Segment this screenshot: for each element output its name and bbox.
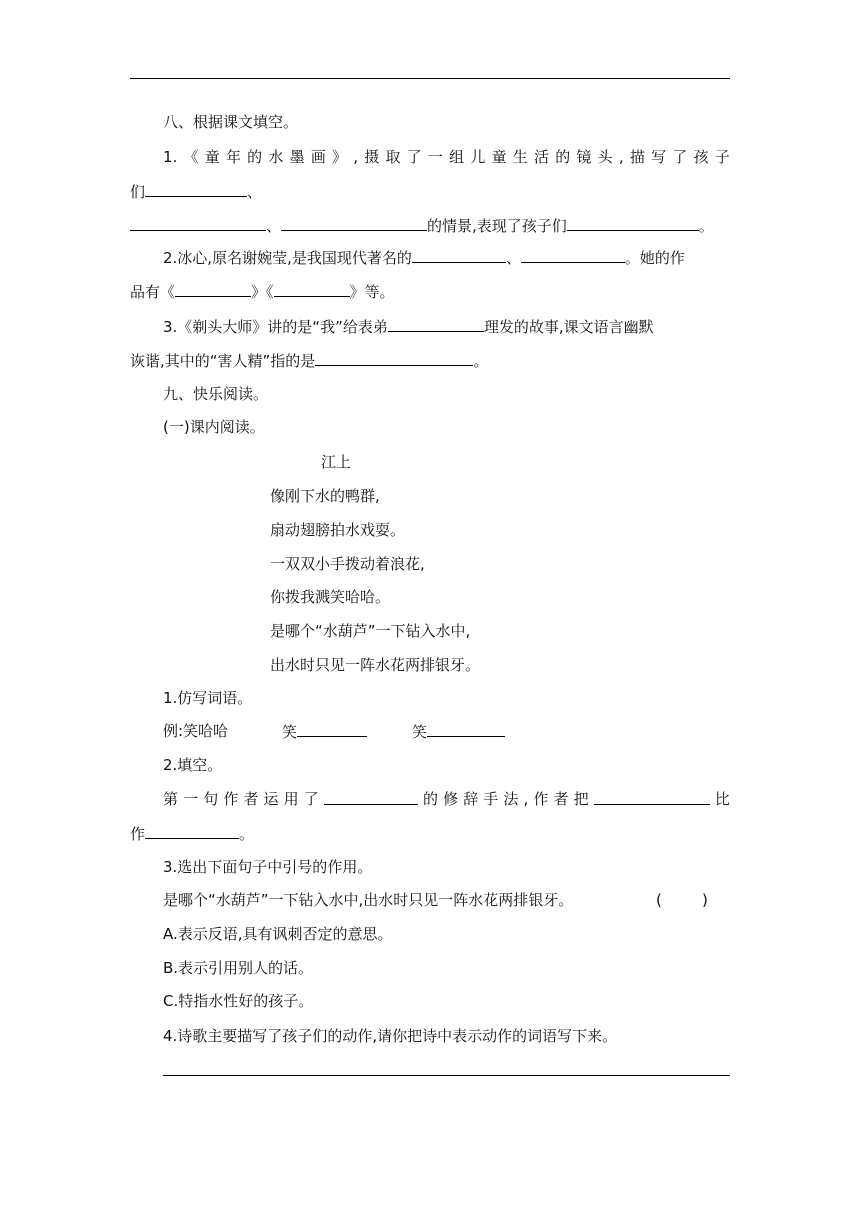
q8-3-blank-2[interactable] xyxy=(315,349,473,366)
q8-1-line1-char: 摄 xyxy=(364,148,380,166)
q8-3-blank-1[interactable] xyxy=(388,315,484,332)
q9-3-paren-close: ) xyxy=(702,891,708,909)
q9-4-title: 4.诗歌主要描写了孩子们的动作,请你把诗中表示动作的词语写下来。 xyxy=(163,1027,618,1045)
q9-1-item-a xyxy=(282,720,367,742)
q8-1-line1-char: 描 xyxy=(629,148,645,166)
q9-2-line1-char: 者 xyxy=(553,790,569,808)
q9-2-line1-char: 句 xyxy=(203,790,219,808)
poem-line: 出水时只见一阵水花两排银牙。 xyxy=(270,656,481,674)
q9-2-line1-char: 法 xyxy=(503,790,519,808)
q9-1-blank-b[interactable] xyxy=(427,720,505,737)
q8-1-line1-char: 组 xyxy=(449,148,465,166)
poem-line: 一双双小手拨动着浪花, xyxy=(270,555,425,573)
q8-1-line2 xyxy=(130,180,262,202)
q9-1-blank-a[interactable] xyxy=(297,720,367,737)
q8-1-line1 xyxy=(163,146,730,168)
q9-3-sentence: 是哪个“水葫芦”一下钻入水中,出水时只见一阵水花两排银牙。 xyxy=(163,891,574,909)
q8-3-line2 xyxy=(130,349,488,371)
q9-2-line1-end: 比 xyxy=(714,790,730,808)
q8-3-line1-end: 理发的故事,课文语言幽默 xyxy=(483,318,654,336)
section-9-subtitle: (一)课内阅读。 xyxy=(163,418,265,436)
q8-1-line1-char: 取 xyxy=(385,148,401,166)
q9-3-title: 3.选出下面句子中引号的作用。 xyxy=(163,858,373,876)
q9-2-blank-1[interactable] xyxy=(324,788,418,805)
q8-1-line3-mid: 的情景,表现了孩子们 xyxy=(427,217,567,235)
section-8-title: 八、根据课文填空。 xyxy=(163,113,299,131)
q8-3-line1 xyxy=(163,315,654,337)
q9-2-line1-char: 把 xyxy=(573,790,589,808)
q8-1-blank-3[interactable] xyxy=(281,214,427,231)
q9-1-item-a-label: 笑 xyxy=(282,723,298,741)
q8-1-line1-char: 孩 xyxy=(693,148,709,166)
q9-2-line1-char: 手 xyxy=(483,790,499,808)
poem-title: 江上 xyxy=(321,453,352,471)
q8-2-line2 xyxy=(130,280,395,302)
q9-3-option-b: B.表示引用别人的话。 xyxy=(163,959,314,977)
q8-1-line1-char: 》 xyxy=(332,148,348,166)
q9-3-option-c: C.特指水性好的孩子。 xyxy=(163,992,314,1010)
q8-1-line1-char: 1. xyxy=(163,148,178,166)
q8-1-sep-2: 、 xyxy=(266,217,282,235)
poem-line: 是哪个“水葫芦”一下钻入水中, xyxy=(270,622,471,640)
q8-1-line1-char: 童 xyxy=(204,148,220,166)
q8-1-line1-char: 了 xyxy=(406,148,422,166)
q9-2-line1 xyxy=(163,788,730,810)
q9-1-title: 1.仿写词语。 xyxy=(163,689,253,707)
q8-1-line3 xyxy=(130,214,714,236)
q8-1-line1-char: 了 xyxy=(672,148,688,166)
q8-2-line1-end: 。她的作 xyxy=(624,249,685,267)
q9-2-line1-char: 用 xyxy=(283,790,299,808)
q8-1-line1-char: , xyxy=(353,148,359,166)
q9-1-item-b-label: 笑 xyxy=(412,723,428,741)
q8-1-line1-char: 《 xyxy=(183,148,199,166)
q9-2-line1-char: 辞 xyxy=(463,790,479,808)
q8-2-line2-start: 品有《 xyxy=(130,283,176,301)
q8-1-blank-2[interactable] xyxy=(130,214,266,231)
poem-line: 你拨我溅笑哈哈。 xyxy=(270,588,391,606)
q8-1-line1-char: 子 xyxy=(714,148,730,166)
q8-2-line1-start: 2.冰心,原名谢婉莹,是我国现代著名的 xyxy=(163,249,412,267)
q8-2-line2-mid: 》《 xyxy=(251,283,274,301)
section-9-title: 九、快乐阅读。 xyxy=(163,385,269,403)
q8-2-line1-sep: 、 xyxy=(505,249,521,267)
q8-1-line1-char: 墨 xyxy=(289,148,305,166)
poem-line: 扇动翅膀拍水戏耍。 xyxy=(270,521,406,539)
q9-2-line1-char: 者 xyxy=(243,790,259,808)
q8-1-line1-char: 童 xyxy=(491,148,507,166)
q9-1-example: 例:笑哈哈 xyxy=(163,722,229,740)
q8-2-blank-2[interactable] xyxy=(521,246,625,263)
q8-1-line1-char: 活 xyxy=(534,148,550,166)
poem-line: 像刚下水的鸭群, xyxy=(270,487,380,505)
q9-2-line1-char: 运 xyxy=(263,790,279,808)
q9-2-title: 2.填空。 xyxy=(163,756,223,774)
q8-1-line3-end: 。 xyxy=(698,217,714,235)
q9-2-line2 xyxy=(130,822,254,844)
q8-1-line1-char: 年 xyxy=(225,148,241,166)
q8-3-line2-start: 诙谐,其中的“害人精”指的是 xyxy=(130,352,316,370)
q9-2-line1-char: 作 xyxy=(223,790,239,808)
q9-2-line1-char: , xyxy=(523,790,529,808)
q8-1-line1-char: 镜 xyxy=(576,148,592,166)
q8-1-line1-char: 头 xyxy=(597,148,613,166)
q8-1-line1-char: 生 xyxy=(512,148,528,166)
q9-3-answer-slot[interactable] xyxy=(672,889,698,909)
q9-4-answer-line[interactable] xyxy=(163,1075,730,1076)
q9-2-line2-start: 作 xyxy=(130,825,146,843)
q8-1-line1-char: 一 xyxy=(427,148,443,166)
q8-2-blank-4[interactable] xyxy=(274,280,350,297)
q9-3-option-a: A.表示反语,具有讽刺否定的意思。 xyxy=(163,925,393,943)
q8-1-line2-start: 们 xyxy=(130,183,146,201)
q9-2-line1-char: 的 xyxy=(422,790,438,808)
q8-2-line2-end: 》等。 xyxy=(349,283,395,301)
q9-3-paren-open: ( xyxy=(656,891,662,909)
q8-1-line1-char: 儿 xyxy=(470,148,486,166)
q8-1-line1-char: 的 xyxy=(555,148,571,166)
q9-2-line2-end: 。 xyxy=(239,825,255,843)
q9-2-blank-3[interactable] xyxy=(145,822,239,839)
q8-1-blank-1[interactable] xyxy=(145,180,247,197)
q8-1-line1-char: 的 xyxy=(247,148,263,166)
q9-2-line1-char: 第 xyxy=(163,790,179,808)
q8-2-blank-1[interactable] xyxy=(412,246,506,263)
q9-2-line1-char: 修 xyxy=(443,790,459,808)
q8-3-line2-end: 。 xyxy=(473,352,489,370)
q8-1-line1-char: , xyxy=(618,148,624,166)
q9-1-item-b xyxy=(412,720,505,742)
q9-2-line1-char: 作 xyxy=(533,790,549,808)
q8-1-line1-char: 写 xyxy=(651,148,667,166)
q9-2-blank-2[interactable] xyxy=(594,788,710,805)
q8-1-sep: 、 xyxy=(247,183,263,201)
q8-2-line1 xyxy=(163,246,685,268)
q8-1-line1-char: 水 xyxy=(268,148,284,166)
q8-1-line1-char: 画 xyxy=(310,148,326,166)
q8-3-line1-start: 3.《剃头大师》讲的是“我”给表弟 xyxy=(163,318,388,336)
q8-2-blank-3[interactable] xyxy=(175,280,251,297)
header-rule xyxy=(130,78,730,79)
q9-2-line1-char: 了 xyxy=(303,790,319,808)
q8-1-blank-4[interactable] xyxy=(567,214,699,231)
q9-2-line1-char: 一 xyxy=(183,790,199,808)
